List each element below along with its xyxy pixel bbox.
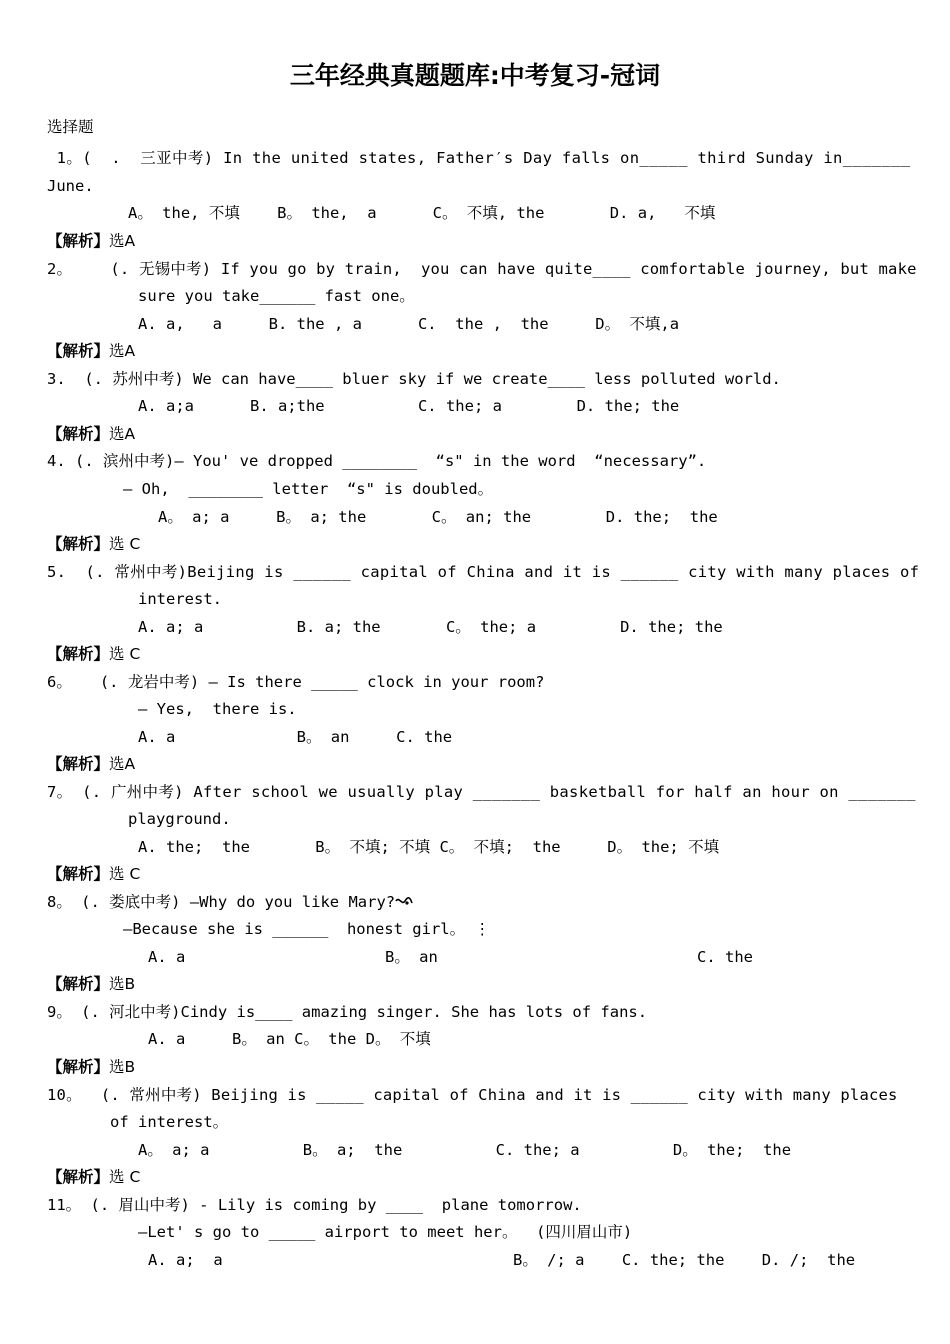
answer-5: 【解析】选 C [47, 645, 141, 663]
question-9-line-1: 9。 (. 河北中考)Cindy is____ amazing singer. She has lots of fans. [47, 1003, 648, 1021]
answer-4: 【解析】选 C [47, 535, 141, 553]
question-4-options: A。 a; a B。 a; the C。 an; the D. the; the [158, 508, 718, 526]
answer-7: 【解析】选 C [47, 865, 141, 883]
question-3-line-1: 3. (. 苏州中考) We can have____ bluer sky if we create____ less polluted world. [47, 370, 781, 388]
question-7-line-1: 7。 (. 广州中考) After school we usually play _______ basketball for half an hour on _______ [47, 783, 916, 801]
answer-1: 【解析】选A [47, 232, 136, 250]
question-11-options-rest: B。 /; a C. the; the D. /; the [513, 1251, 856, 1269]
question-7-options: A. the; the B。 不填; 不填 C。 不填; the D。 the; 不填 [138, 838, 720, 856]
question-1-options: A。 the, 不填 B。 the, a C。 不填, the D. a, 不填 [128, 204, 716, 222]
question-6-line-2: — Yes, there is. [138, 700, 297, 718]
question-8-line-2: —Because she is ______ honest girl。 ⋮ [123, 920, 490, 938]
answer-10: 【解析】选 C [47, 1168, 141, 1186]
question-8-option-c: C. the [697, 948, 753, 966]
answer-3: 【解析】选A [47, 425, 136, 443]
question-4-line-2: — Oh, ________ letter “s" is doubled。 [123, 480, 494, 498]
section-heading: 选择题 [47, 118, 94, 136]
question-1-line-2: June. [47, 177, 94, 195]
question-11-line-2: —Let' s go to _____ airport to meet her。 (四川眉山市) [138, 1223, 633, 1241]
answer-9: 【解析】选B [47, 1058, 136, 1076]
question-10-options: A。 a; a B。 a; the C. the; a D。 the; the [138, 1141, 792, 1159]
question-11-line-1: 11。 (. 眉山中考) - Lily is coming by ____ plane tomorrow. [47, 1196, 582, 1214]
question-8-option-a: A. a [148, 948, 186, 966]
question-8-option-b: B。 an [385, 948, 438, 966]
answer-6: 【解析】选A [47, 755, 136, 773]
question-2-line-2: sure you take______ fast one。 [138, 287, 415, 305]
question-5-line-1: 5. (. 常州中考)Beijing is ______ capital of China and it is ______ city with many places of [47, 563, 920, 581]
scribble-icon [395, 893, 413, 913]
question-5-options: A. a; a B. a; the C。 the; a D. the; the [138, 618, 723, 636]
question-10-line-2: of interest。 [110, 1113, 229, 1131]
question-3-options: A. a;a B. a;the C. the; a D. the; the [138, 397, 680, 415]
question-1-line-1: 1。( . 三亚中考) In the united states, Father′s Day falls on_____ third Sunday in_______ [47, 149, 911, 167]
question-4-line-1: 4. (. 滨州中考)— You' ve dropped ________ “s" in the word “necessary”. [47, 452, 707, 470]
answer-2: 【解析】选A [47, 342, 136, 360]
question-8-line-1: 8。 (. 娄底中考) —Why do you like Mary? [47, 892, 413, 913]
question-2-line-1: 2。 (. 无锡中考) If you go by train, you can have quite____ comfortable journey, but make [47, 260, 917, 278]
question-5-line-2: interest. [138, 590, 222, 608]
page-title: 三年经典真题题库:中考复习-冠词 [289, 61, 661, 90]
question-9-options: A. a B。 an C。 the D。 不填 [148, 1030, 431, 1048]
question-2-options: A. a, a B. the , a C. the , the D。 不填,a [138, 315, 680, 333]
question-11-option-a: A. a; a [148, 1251, 223, 1269]
question-7-line-2: playground. [128, 810, 231, 828]
answer-8: 【解析】选B [47, 975, 136, 993]
question-6-line-1: 6。 (. 龙岩中考) — Is there _____ clock in your room? [47, 673, 545, 691]
question-10-line-1: 10。 (. 常州中考) Beijing is _____ capital of China and it is ______ city with many places [47, 1086, 898, 1104]
question-6-options: A. a B。 an C. the [138, 728, 453, 746]
